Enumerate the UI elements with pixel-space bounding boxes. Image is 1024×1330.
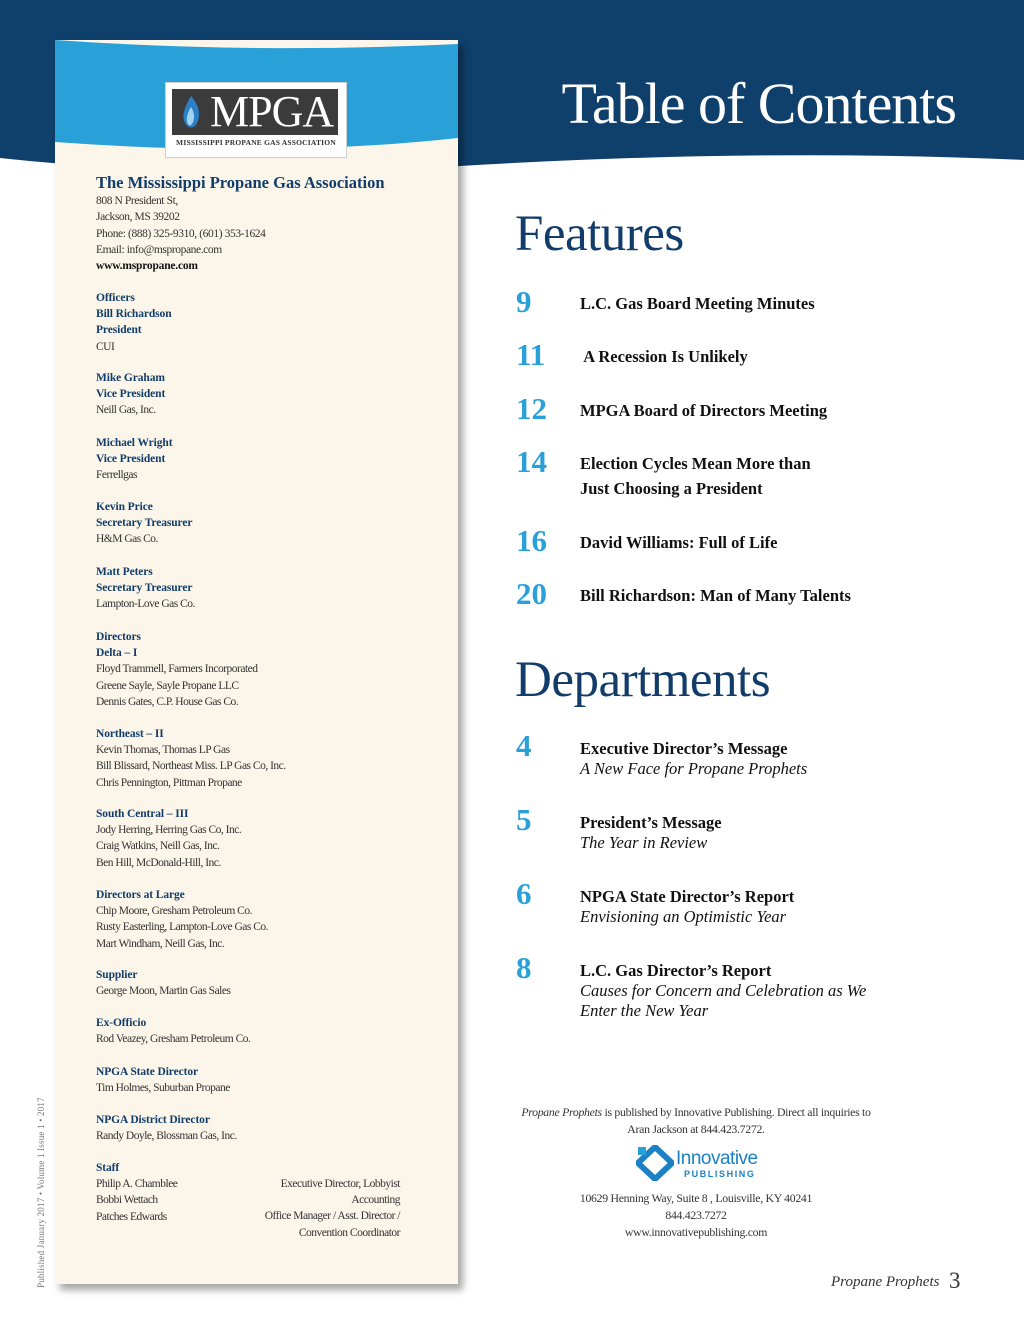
sidebar-entry: Randy Doyle, Blossman Gas, Inc. <box>96 1130 237 1143</box>
sidebar-entry: Floyd Trammell, Farmers Incorporated <box>96 663 258 676</box>
org-email-line: Email: info@mspropane.com <box>96 243 222 256</box>
sidebar-block <box>96 806 241 871</box>
feature-item-link[interactable] <box>580 398 827 423</box>
sidebar-block <box>96 564 195 613</box>
sidebar-entry: Rusty Easterling, Lampton-Love Gas Co. <box>96 921 268 934</box>
departments-heading: Departments <box>515 652 771 708</box>
sidebar-entry: Lampton-Love Gas Co. <box>96 598 195 611</box>
sidebar-entry: Mart Windham, Neill Gas, Inc. <box>96 937 225 950</box>
published-by-text: is published by Innovative Publishing. Direct all inquiries to <box>601 1105 871 1119</box>
flame-icon <box>179 95 203 131</box>
logo-box <box>172 89 338 135</box>
publisher-phone: 844.423.7272 <box>665 1208 727 1222</box>
sidebar-heading: Kevin Price <box>96 501 153 513</box>
innovative-publishing-logo <box>636 1145 756 1181</box>
staff-roles <box>245 1176 400 1241</box>
sidebar-block <box>96 726 286 791</box>
sidebar-block <box>96 887 268 952</box>
sidebar-entry: Chris Pennington, Pittman Propane <box>96 776 242 789</box>
feature-title: Bill Richardson: Man of Many Talents <box>580 586 851 605</box>
innovative-logo-name: Innovative <box>676 1148 758 1169</box>
mpga-logo <box>165 82 347 158</box>
page-number: 3 <box>949 1268 961 1293</box>
department-page-number: 6 <box>516 876 532 911</box>
department-subtitle: Envisioning an Optimistic Year <box>580 907 787 926</box>
sidebar-heading: Supplier <box>96 969 138 981</box>
department-title: NPGA State Director’s Report <box>580 887 795 906</box>
department-item-link[interactable] <box>580 961 866 1021</box>
department-page-number: 4 <box>516 728 532 763</box>
feature-item-link[interactable] <box>580 344 748 369</box>
sidebar-block <box>96 629 258 710</box>
sidebar-block <box>96 290 172 355</box>
staff-role: Executive Director, Lobbyist <box>280 1178 400 1190</box>
publication-info: Published January 2017 • Volume 1 Issue 1 • 2017 <box>36 1097 46 1288</box>
sidebar-heading: Officers <box>96 292 135 304</box>
feature-page-number: 14 <box>516 444 547 479</box>
feature-title: A Recession Is Unlikely <box>580 347 748 366</box>
feature-page-number: 16 <box>516 523 547 558</box>
sidebar-heading: Vice President <box>96 388 166 401</box>
sidebar-heading: Northeast – II <box>96 728 164 740</box>
sidebar-entry: Rod Veazey, Gresham Petroleum Co. <box>96 1033 251 1046</box>
sidebar-entry: George Moon, Martin Gas Sales <box>96 985 231 998</box>
magazine-name: Propane Prophets <box>521 1105 602 1119</box>
feature-title: David Williams: Full of Life <box>580 533 778 552</box>
page-title: Table of Contents <box>561 71 956 136</box>
org-name: The Mississippi Propane Gas Association <box>96 173 385 192</box>
logo-subtitle: MISSISSIPPI PROPANE GAS ASSOCIATION <box>176 138 336 147</box>
department-subtitle: Causes for Concern and Celebration as We <box>580 981 867 1000</box>
department-subtitle: A New Face for Propane Prophets <box>580 759 808 778</box>
sidebar-entry: Neill Gas, Inc. <box>96 404 156 417</box>
sidebar-entry: CUI <box>96 340 115 353</box>
sidebar-entry: Craig Watkins, Neill Gas, Inc. <box>96 840 220 853</box>
sidebar-heading: Ex-Officio <box>96 1017 147 1029</box>
footer-magazine-name: Propane Prophets <box>831 1274 940 1290</box>
department-page-number: 8 <box>516 950 532 985</box>
sidebar-block <box>96 1064 230 1096</box>
sidebar-heading: Staff <box>96 1162 120 1174</box>
sidebar-heading: Secretary Treasurer <box>96 517 193 530</box>
sidebar-panel <box>55 40 458 1284</box>
staff-role: Office Manager / Asst. Director / <box>264 1210 400 1223</box>
feature-item-link[interactable] <box>580 583 851 608</box>
sidebar-entry: Tim Holmes, Suburban Propane <box>96 1082 230 1095</box>
sidebar-entry: Bobbi Wettach <box>96 1194 158 1207</box>
department-title: L.C. Gas Director’s Report <box>580 961 772 980</box>
feature-page-number: 12 <box>516 391 547 426</box>
department-title: President’s Message <box>580 813 722 832</box>
org-city-line: Jackson, MS 39202 <box>96 211 180 224</box>
sidebar-entry: Greene Sayle, Sayle Propane LLC <box>96 679 239 692</box>
department-item-link[interactable] <box>580 813 722 853</box>
org-address-line: 808 N President St, <box>96 195 178 207</box>
sidebar-entry: Jody Herring, Herring Gas Co, Inc. <box>96 824 242 837</box>
feature-item-link[interactable] <box>580 291 815 316</box>
sidebar-block <box>96 1015 250 1047</box>
publisher-contact: Aran Jackson at 844.423.7272. <box>627 1122 765 1136</box>
sidebar-block <box>96 1112 237 1144</box>
department-item-link[interactable] <box>580 739 807 779</box>
sidebar-heading: Vice President <box>96 453 166 466</box>
feature-page-number: 20 <box>516 576 547 611</box>
sidebar-entry: Patches Edwards <box>96 1210 167 1223</box>
department-subtitle: Enter the New Year <box>580 1001 709 1020</box>
sidebar-heading: South Central – III <box>96 808 189 820</box>
publisher-website-link[interactable]: www.innovativepublishing.com <box>624 1225 768 1239</box>
sidebar-entry: Chip Moore, Gresham Petroleum Co. <box>96 905 252 918</box>
sidebar-block <box>96 370 165 419</box>
features-heading: Features <box>515 206 684 262</box>
department-page-number: 5 <box>516 802 532 837</box>
publisher-street: 10629 Henning Way, Suite 8 , Louisville, KY 40241 <box>579 1191 813 1205</box>
sidebar-entry: Dennis Gates, C.P. House Gas Co. <box>96 695 239 708</box>
feature-title: L.C. Gas Board Meeting Minutes <box>580 294 815 313</box>
innovative-logo-sub: PUBLISHING <box>684 1169 756 1179</box>
sidebar-block <box>96 435 172 484</box>
sidebar-heading: Matt Peters <box>96 566 153 578</box>
sidebar-heading: President <box>96 324 142 337</box>
feature-item-link[interactable] <box>580 530 777 555</box>
sidebar-heading: Delta – I <box>96 647 138 660</box>
sidebar-heading: Michael Wright <box>96 437 173 449</box>
staff-role: Convention Coordinator <box>298 1226 400 1239</box>
sidebar-block <box>96 967 230 999</box>
sidebar-entry: H&M Gas Co. <box>96 533 158 546</box>
publisher-address <box>500 1190 892 1241</box>
innovative-diamond-icon <box>636 1145 674 1181</box>
department-subtitle: The Year in Review <box>580 833 708 852</box>
feature-title: MPGA Board of Directors Meeting <box>580 401 828 420</box>
feature-title: Election Cycles Mean More than <box>580 454 811 473</box>
sidebar-entry: Philip A. Chamblee <box>96 1178 178 1191</box>
org-website-link[interactable]: www.mspropane.com <box>96 260 198 273</box>
sidebar-block <box>96 499 192 548</box>
feature-page-number: 11 <box>516 337 546 372</box>
sidebar-heading: Directors <box>96 631 141 643</box>
department-title: Executive Director’s Message <box>580 739 788 758</box>
department-item-link[interactable] <box>580 887 794 927</box>
sidebar-entry: Bill Blissard, Northeast Miss. LP Gas Co, Inc. <box>96 760 286 773</box>
sidebar-block <box>96 1160 177 1225</box>
sidebar-heading: Mike Graham <box>96 372 165 384</box>
sidebar-heading: Bill Richardson <box>96 308 172 321</box>
feature-page-number: 9 <box>516 284 532 319</box>
sidebar-entry: Ben Hill, McDonald-Hill, Inc. <box>96 856 221 869</box>
sidebar-heading: Directors at Large <box>96 889 185 901</box>
sidebar-entry: Ferrellgas <box>96 469 137 482</box>
staff-role: Accounting <box>351 1194 400 1207</box>
feature-item-link[interactable] <box>580 451 811 501</box>
publisher-note <box>500 1104 892 1138</box>
feature-title: Just Choosing a President <box>580 479 763 498</box>
sidebar-entry: Kevin Thomas, Thomas LP Gas <box>96 744 230 757</box>
sidebar-heading: Secretary Treasurer <box>96 582 193 595</box>
sidebar-heading: NPGA District Director <box>96 1114 210 1126</box>
org-contact <box>96 193 266 274</box>
logo-text: MPGA <box>210 87 334 136</box>
org-phone-line: Phone: (888) 325-9310, (601) 353-1624 <box>96 227 266 240</box>
sidebar-heading: NPGA State Director <box>96 1066 198 1078</box>
